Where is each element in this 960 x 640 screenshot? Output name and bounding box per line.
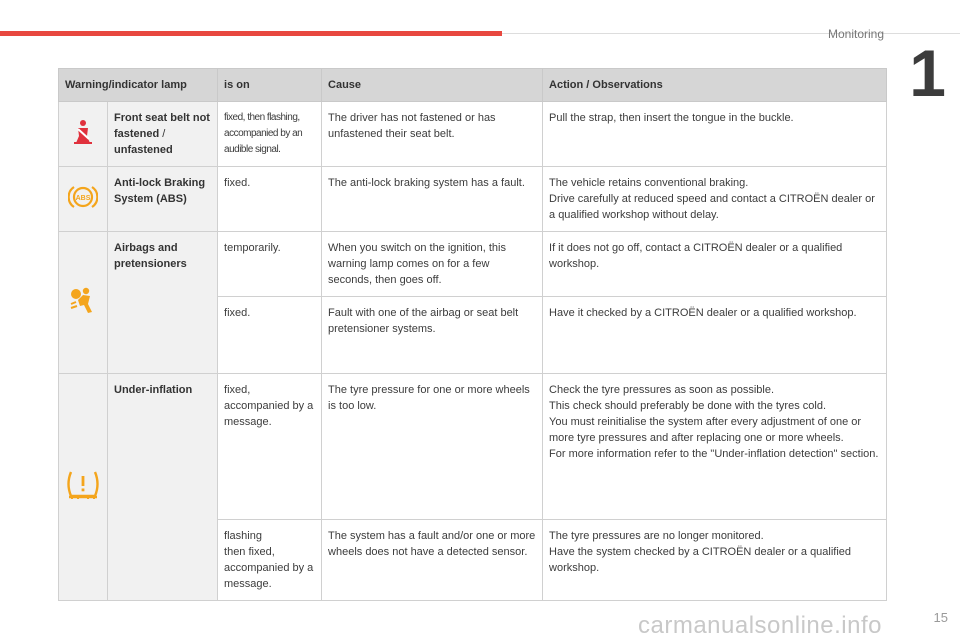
is-on-cell: fixed. bbox=[218, 297, 322, 374]
cause-cell: The tyre pressure for one or more wheels is too low. bbox=[322, 374, 543, 520]
is-on-line: flashing bbox=[224, 530, 262, 542]
header-action: Action / Observations bbox=[543, 69, 887, 102]
abs-icon bbox=[68, 184, 98, 215]
table-header-row bbox=[59, 69, 887, 102]
action-cell: If it does not go off, contact a CITROËN dealer or a qualified workshop. bbox=[543, 232, 887, 297]
airbag-icon bbox=[68, 286, 98, 319]
tyre-pressure-icon bbox=[65, 470, 101, 505]
svg-text:ABS: ABS bbox=[75, 194, 91, 202]
action-line: Have the system checked by a CITROËN dealer or a qualified workshop. bbox=[549, 546, 852, 574]
cause-cell: The system has a fault and/or one or more wheels does not have a detected sensor. bbox=[322, 520, 543, 601]
chapter-number: 1 bbox=[909, 36, 946, 110]
action-line: The tyre pressures are no longer monitored. bbox=[549, 530, 764, 542]
cause-cell: The driver has not fastened or has unfastened their seat belt. bbox=[322, 102, 543, 167]
is-on-cell: fixed, then flashing, accompanied by an audible signal. bbox=[218, 102, 322, 167]
table-row bbox=[59, 374, 887, 520]
lamp-icon-cell bbox=[59, 374, 108, 601]
lamp-name-part: not fastened bbox=[114, 112, 210, 140]
action-cell bbox=[543, 167, 887, 232]
lamp-name-underinflation: Under-inflation bbox=[108, 374, 218, 601]
section-title: Monitoring bbox=[827, 27, 884, 41]
action-cell: Pull the strap, then insert the tongue in the buckle. bbox=[543, 102, 887, 167]
is-on-cell: fixed, accompanied by a message. bbox=[218, 374, 322, 520]
is-on-line: then fixed, accompanied by a message. bbox=[224, 546, 314, 590]
action-line: Check the tyre pressures as soon as possible. bbox=[549, 384, 775, 396]
lamp-icon-cell bbox=[59, 232, 108, 374]
header-cause: Cause bbox=[322, 69, 543, 102]
header-lamp: Warning/indicator lamp bbox=[59, 69, 218, 102]
seatbelt-icon bbox=[72, 119, 94, 150]
action-cell: Have it checked by a CITROËN dealer or a qualified workshop. bbox=[543, 297, 887, 374]
action-line: You must reinitialise the system after every adjustment of one or more tyre pressures and after replacing one or more wheels. bbox=[549, 416, 862, 444]
lamp-icon-cell bbox=[59, 102, 108, 167]
header-accent-bar bbox=[0, 31, 502, 36]
header-is-on: is on bbox=[218, 69, 322, 102]
table-row bbox=[59, 232, 887, 297]
action-line: Drive carefully at reduced speed and contact a CITROËN dealer or a qualified workshop without delay. bbox=[549, 193, 875, 221]
is-on-cell bbox=[218, 520, 322, 601]
action-cell bbox=[543, 374, 887, 520]
lamp-name-seatbelt bbox=[108, 102, 218, 167]
lamp-name-abs: Anti-lock Braking System (ABS) bbox=[108, 167, 218, 232]
action-line: The vehicle retains conventional braking. bbox=[549, 177, 749, 189]
action-line: This check should preferably be done with the tyres cold. bbox=[549, 400, 826, 412]
cause-cell: Fault with one of the airbag or seat belt pretensioner systems. bbox=[322, 297, 543, 374]
action-line: For more information refer to the "Under-inflation detection" section. bbox=[549, 448, 879, 460]
is-on-cell: temporarily. bbox=[218, 232, 322, 297]
lamp-name-airbags: Airbags and pretensioners bbox=[108, 232, 218, 374]
page-number: 15 bbox=[933, 610, 948, 625]
lamp-name-separator: / bbox=[159, 128, 166, 140]
table-row bbox=[59, 102, 887, 167]
watermark: carmanualsonline.info bbox=[638, 612, 882, 639]
lamp-icon-cell bbox=[59, 167, 108, 232]
header-divider bbox=[502, 33, 960, 34]
is-on-cell: fixed. bbox=[218, 167, 322, 232]
action-cell bbox=[543, 520, 887, 601]
lamp-name-part: Front seat belt bbox=[114, 112, 190, 124]
table-row bbox=[59, 167, 887, 232]
cause-cell: When you switch on the ignition, this warning lamp comes on for a few seconds, then goes off. bbox=[322, 232, 543, 297]
lamp-name-part: unfastened bbox=[114, 144, 173, 156]
cause-cell: The anti-lock braking system has a fault. bbox=[322, 167, 543, 232]
warning-lamp-table bbox=[58, 68, 887, 601]
